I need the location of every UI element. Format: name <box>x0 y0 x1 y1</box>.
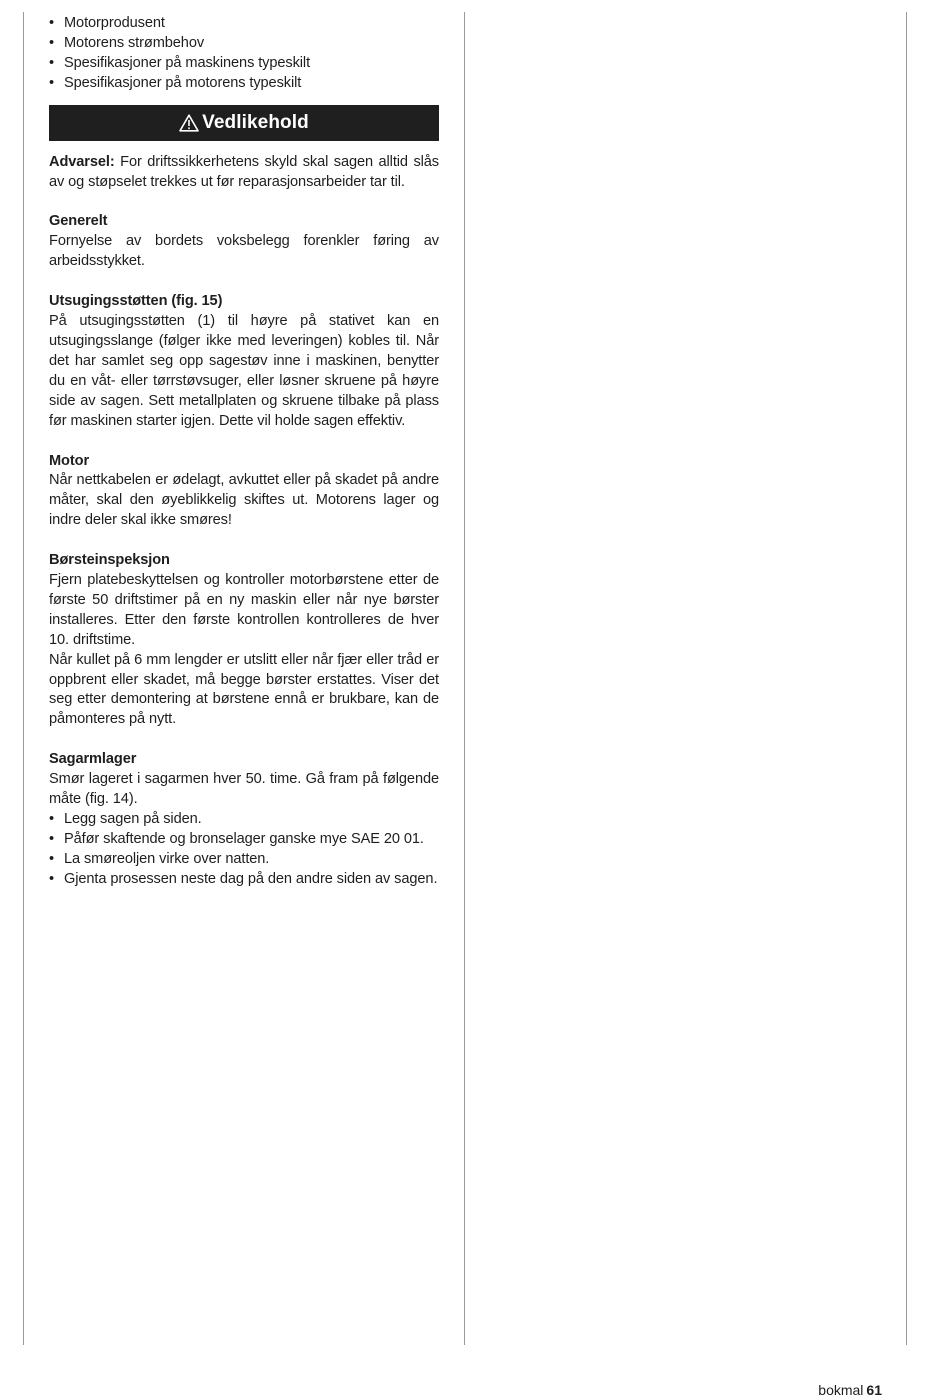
motor-text: Når nettkabelen er ødelagt, avkuttet eller på skadet på andre måter, skal den øyeblikkelig skiftes ut. Motorens lager og indre deler skal ikke smøres! <box>49 472 439 529</box>
heading-general: Generelt <box>49 213 108 230</box>
right-margin-rule <box>906 12 907 1345</box>
page-footer <box>818 1381 882 1399</box>
warning-triangle-icon <box>179 114 199 132</box>
list-item: • Motorprodusent <box>49 14 439 34</box>
list-item: • Gjenta prosessen neste dag på den andre siden av sagen. <box>49 870 439 890</box>
column-divider-rule <box>464 12 465 1345</box>
list-item: • Spesifikasjoner på maskinens typeskilt <box>49 54 439 74</box>
list-item: • Motorens strømbehov <box>49 34 439 54</box>
warning-paragraph <box>49 153 439 193</box>
heading-arm: Sagarmlager <box>49 751 137 768</box>
extraction-text: På utsugingsstøtten (1) til høyre på stativet kan en utsugingsslange (følger ikke med leveringen) kobles til. Når det har samlet seg opp sagestøv inne i maskinen, benytter du en våt- eller tørrstøvsuger, eller løsner skruene på høyre side av sagen. Sett metallplaten og skruene tilbake på plass før maskinen starter igjen. Dette vil holde sagen effektiv. <box>49 313 439 429</box>
list-item: • Spesifikasjoner på motorens typeskilt <box>49 74 439 94</box>
arm-text: Smør lageret i sagarmen hver 50. time. Gå fram på følgende måte (fig. 14). <box>49 771 439 808</box>
list-item: • La smøreoljen virke over natten. <box>49 850 439 870</box>
page-number: 61 <box>866 1382 882 1398</box>
warning-label: Advarsel: <box>49 153 115 170</box>
heading-brush: Børsteinspeksjon <box>49 552 170 569</box>
warning-text: For driftssikkerhetens skyld skal sagen alltid slås av og støpselet trekkes ut før reparasjonsarbeider tar til. <box>49 153 439 190</box>
left-margin-rule <box>23 12 24 1345</box>
brush-text-2: Når kullet på 6 mm lengder er utslitt eller når fjær eller tråd er oppbrent eller skadet, må begge børster erstattes. Viser det seg etter demontering at børstene ennå er brukbare, kan de påmonteres på nytt. <box>49 651 439 728</box>
arm-steps-list <box>49 810 439 890</box>
footer-language: bokmal <box>818 1382 864 1398</box>
top-bullet-list <box>49 14 439 94</box>
heading-motor: Motor <box>49 452 90 469</box>
section-title: Vedlikehold <box>202 111 309 133</box>
list-item: • Påfør skaftende og bronselager ganske mye SAE 20 01. <box>49 830 439 850</box>
text-column <box>49 14 439 890</box>
list-item: • Legg sagen på siden. <box>49 810 439 830</box>
general-text: Fornyelse av bordets voksbelegg forenkler føring av arbeidsstykket. <box>49 233 439 270</box>
heading-extraction: Utsugingsstøtten (fig. 15) <box>49 293 223 310</box>
brush-text-1: Fjern platebeskyttelsen og kontroller motorbørstene etter de første 50 driftstimer på en ny maskin eller når nye børster installeres. Etter den første kontrollen kontrolleres de hver 10. driftstime. <box>49 572 439 648</box>
section-banner <box>49 105 439 141</box>
